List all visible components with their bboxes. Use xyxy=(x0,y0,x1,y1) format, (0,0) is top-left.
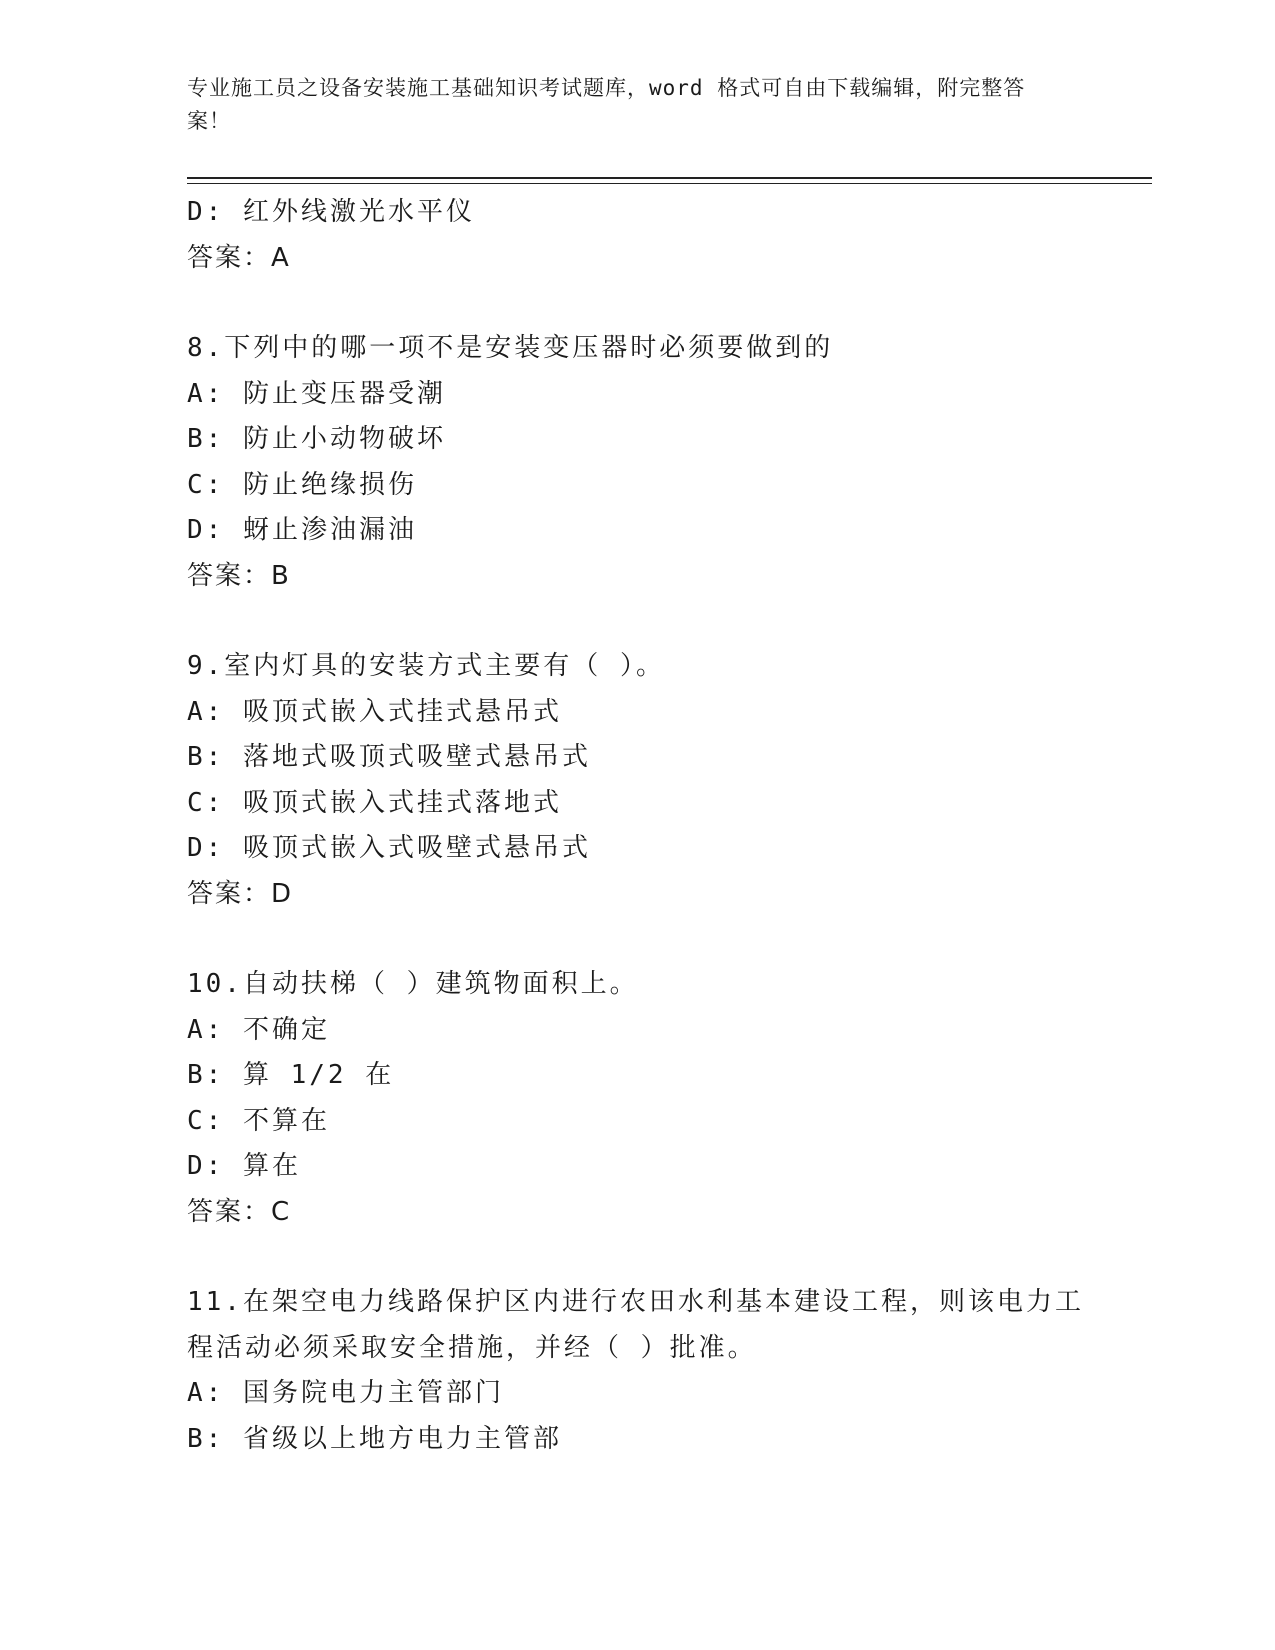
option-c: C: 防止绝缘损伤 xyxy=(187,469,417,500)
question-11 xyxy=(187,1280,1107,1462)
question-list xyxy=(187,190,1107,1462)
option-b: B: 防止小动物破坏 xyxy=(187,424,446,454)
option-c: C: 吸顶式嵌入式挂式落地式 xyxy=(187,787,562,818)
option-a: A: 吸顶式嵌入式挂式悬吊式 xyxy=(187,696,562,727)
option-d: D: 红外线激光水平仪 xyxy=(187,197,475,227)
question-stem: 9.室内灯具的安装方式主要有（ ）。 xyxy=(187,651,665,681)
header-divider-thin xyxy=(187,183,1152,184)
option-b: B: 算 1/2 在 xyxy=(187,1060,395,1090)
question-stem: 8.下列中的哪一项不是安装变压器时必须要做到的 xyxy=(187,333,834,363)
answer-line: 答案：A xyxy=(187,242,291,273)
question-8 xyxy=(187,326,1107,599)
answer-line: 答案：C xyxy=(187,1196,292,1227)
option-a: A: 防止变压器受潮 xyxy=(187,378,446,409)
option-d: D: 吸顶式嵌入式吸壁式悬吊式 xyxy=(187,833,591,863)
question-10 xyxy=(187,962,1107,1235)
answer-line: 答案：B xyxy=(187,560,291,591)
question-9 xyxy=(187,644,1107,917)
question-stem-line-1: 11.在架空电力线路保护区内进行农田水利基本建设工程，则该电力工 xyxy=(187,1287,1084,1317)
option-b: B: 落地式吸顶式吸壁式悬吊式 xyxy=(187,742,591,772)
question-stem: 10.自动扶梯（ ）建筑物面积上。 xyxy=(187,969,639,999)
answer-line: 答案：D xyxy=(187,878,294,909)
document-header: 专业施工员之设备安装施工基础知识考试题库，word 格式可自由下载编辑，附完整答案！ xyxy=(187,76,1026,133)
option-c: C: 不算在 xyxy=(187,1105,330,1136)
header-divider xyxy=(187,177,1152,179)
option-d: D: 蚜止渗油漏油 xyxy=(187,515,417,545)
option-b: B: 省级以上地方电力主管部 xyxy=(187,1423,562,1454)
option-a: A: 不确定 xyxy=(187,1014,330,1045)
option-d: D: 算在 xyxy=(187,1151,301,1181)
option-a: A: 国务院电力主管部门 xyxy=(187,1378,504,1408)
question-stem-line-2: 程活动必须采取安全措施，并经（ ）批准。 xyxy=(187,1332,757,1363)
